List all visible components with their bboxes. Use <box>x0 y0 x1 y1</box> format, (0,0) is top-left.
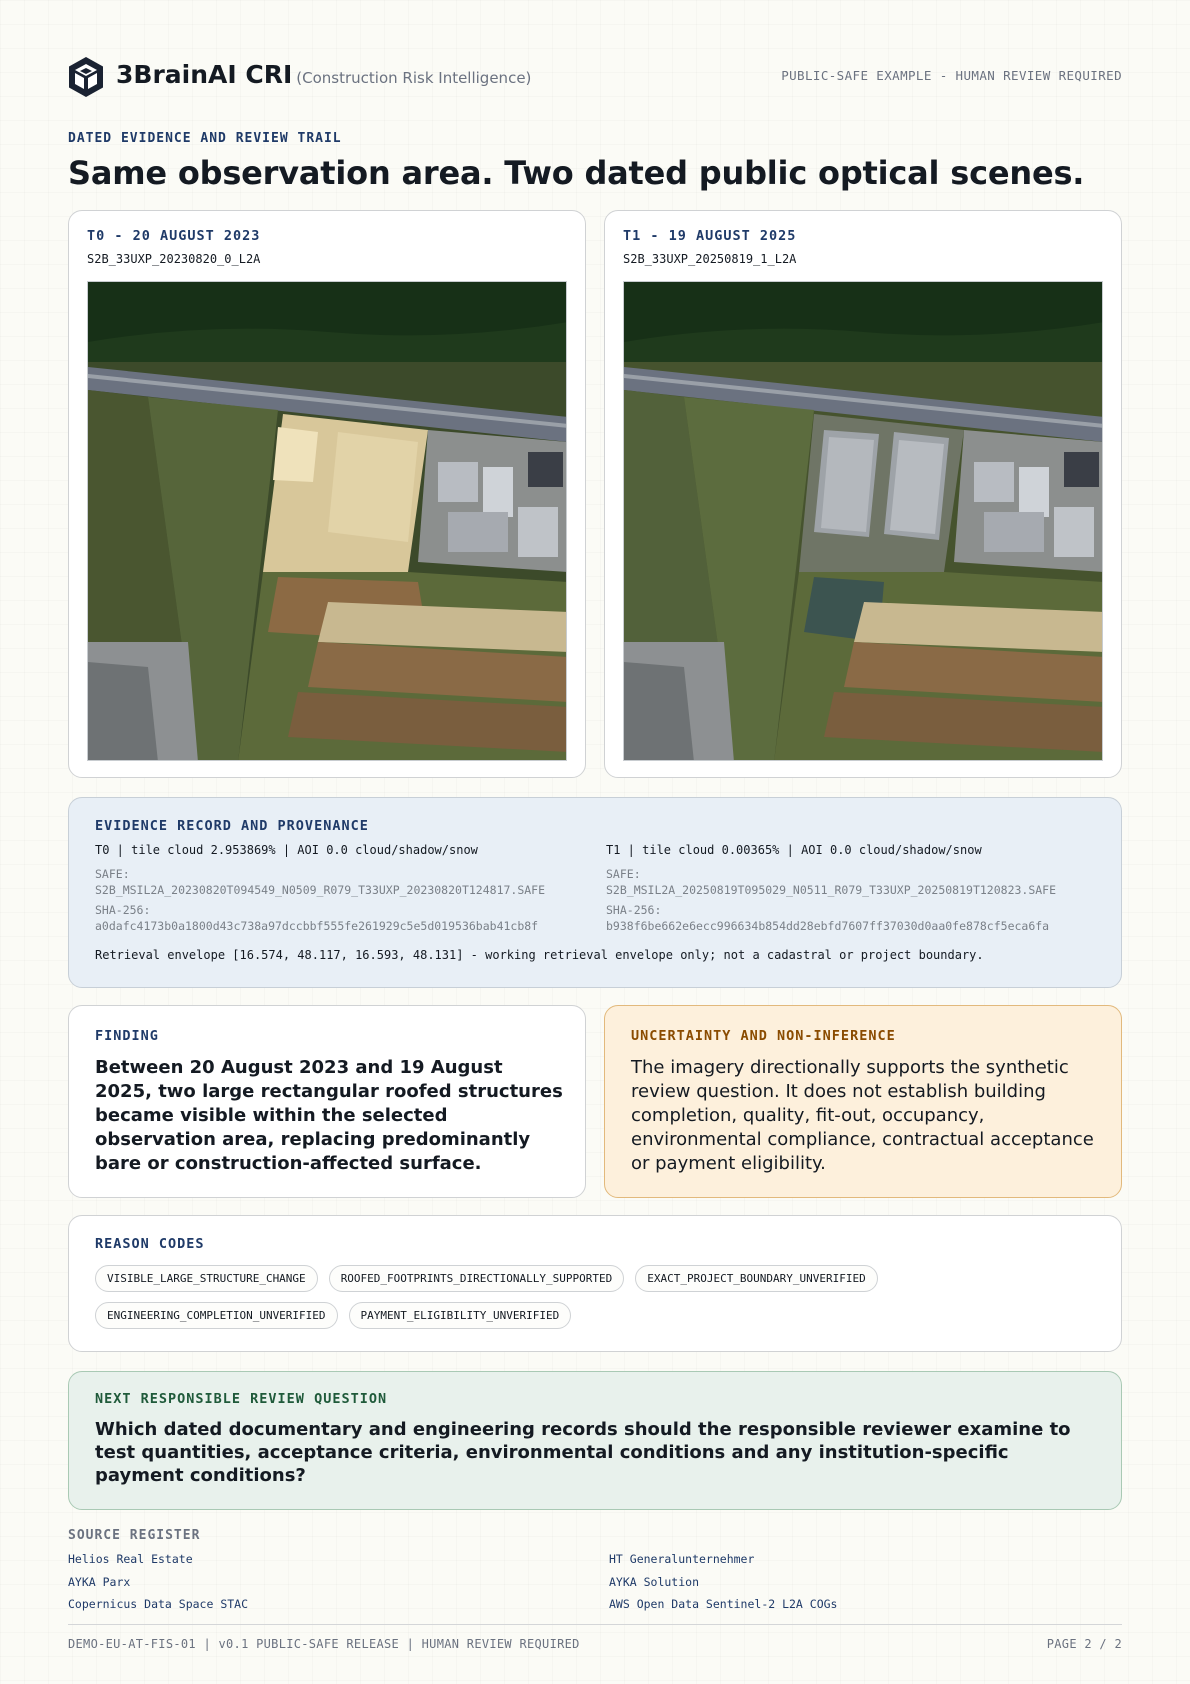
t0-summary: T0 | tile cloud 2.953869% | AOI 0.0 cloud/shadow/snow <box>95 843 478 857</box>
reason-code-chip: ROOFED_FOOTPRINTS_DIRECTIONALLY_SUPPORTED <box>329 1265 625 1292</box>
source-item: HT Generalunternehmer <box>609 1552 755 1566</box>
satellite-image-t0 <box>87 281 567 761</box>
reason-codes-panel <box>68 1215 1122 1352</box>
t0-safe-value: S2B_MSIL2A_20230820T094549_N0509_R079_T33UXP_20230820T124817.SAFE <box>95 883 546 897</box>
scene-panel-t1 <box>604 210 1122 778</box>
t1-summary: T1 | tile cloud 0.00365% | AOI 0.0 cloud/shadow/snow <box>606 843 982 857</box>
source-item: AYKA Solution <box>609 1575 700 1589</box>
page-number: PAGE 2 / 2 <box>1046 1637 1122 1651</box>
review-notice: PUBLIC-SAFE EXAMPLE - HUMAN REVIEW REQUIRED <box>781 68 1122 83</box>
t1-safe-value: S2B_MSIL2A_20250819T095029_N0511_R079_T33UXP_20250819T120823.SAFE <box>606 883 1057 897</box>
finding-text: Between 20 August 2023 and 19 August 2025, two large rectangular roofed structures became visible within the selected observation area, replacing predominantly bare or construction-affected surface. <box>95 1057 563 1174</box>
reason-code-chip: EXACT_PROJECT_BOUNDARY_UNVERIFIED <box>635 1265 878 1292</box>
footer-divider <box>68 1624 1122 1625</box>
header <box>68 56 1122 98</box>
uncertainty-text: The imagery directionally supports the synthetic review question. It does not establish building completion, quality, fit-out, occupancy, environmental compliance, contractual acceptance or payment eligibility. <box>631 1057 1094 1174</box>
reason-code-chip: ENGINEERING_COMPLETION_UNVERIFIED <box>95 1302 338 1329</box>
scene-panel-t0 <box>68 210 586 778</box>
hexagon-cube-icon <box>68 56 104 98</box>
scene-label: T1 - 19 AUGUST 2025 <box>623 228 797 244</box>
t0-safe-label: SAFE: <box>95 867 130 881</box>
evidence-record-panel <box>68 797 1122 988</box>
source-item: Helios Real Estate <box>68 1552 193 1566</box>
evidence-title: EVIDENCE RECORD AND PROVENANCE <box>95 818 369 834</box>
uncertainty-title: UNCERTAINTY AND NON-INFERENCE <box>631 1028 896 1044</box>
finding-title: FINDING <box>95 1028 159 1044</box>
source-register-title: SOURCE REGISTER <box>68 1528 201 1543</box>
reason-codes-title: REASON CODES <box>95 1236 205 1252</box>
footer-release-info: DEMO-EU-AT-FIS-01 | v0.1 PUBLIC-SAFE RELEASE | HUMAN REVIEW REQUIRED <box>68 1637 580 1651</box>
brand-subtitle: (Construction Risk Intelligence) <box>296 69 532 87</box>
next-review-question-panel <box>68 1371 1122 1510</box>
brand-name: 3BrainAI CRI (Construction Risk Intelligence) <box>116 60 532 89</box>
source-item: AWS Open Data Sentinel-2 L2A COGs <box>609 1597 838 1611</box>
section-eyebrow: DATED EVIDENCE AND REVIEW TRAIL <box>68 131 342 146</box>
uncertainty-panel <box>604 1005 1122 1198</box>
retrieval-envelope: Retrieval envelope [16.574, 48.117, 16.593, 48.131] - working retrieval envelope only; not a cadastral or project boundary. <box>95 948 984 962</box>
page-title: Same observation area. Two dated public optical scenes. <box>68 154 1085 192</box>
reason-code-chip: PAYMENT_ELIGIBILITY_UNVERIFIED <box>349 1302 572 1329</box>
evidence-t0 <box>95 843 595 933</box>
source-item: AYKA Parx <box>68 1575 131 1589</box>
scene-id: S2B_33UXP_20230820_0_L2A <box>87 252 261 266</box>
next-question-text: Which dated documentary and engineering records should the responsible reviewer examine to test quantities, acceptance criteria, environmental conditions and any institution-specific payment conditions? <box>95 1419 1071 1486</box>
finding-panel <box>68 1005 586 1198</box>
t1-safe-label: SAFE: <box>606 867 641 881</box>
t0-sha-value: a0dafc4173b0a1800d43c738a97dccbbf555fe261929c5e5d019536bab41cb8f <box>95 919 539 933</box>
scene-id: S2B_33UXP_20250819_1_L2A <box>623 252 797 266</box>
reason-code-list <box>95 1265 1095 1329</box>
source-item: Copernicus Data Space STAC <box>68 1597 249 1611</box>
t1-sha-label: SHA-256: <box>606 903 662 917</box>
satellite-image-t1 <box>623 281 1103 761</box>
t0-sha-label: SHA-256: <box>95 903 151 917</box>
reason-code-chip: VISIBLE_LARGE_STRUCTURE_CHANGE <box>95 1265 318 1292</box>
next-question-title: NEXT RESPONSIBLE REVIEW QUESTION <box>95 1391 388 1407</box>
t1-sha-value: b938f6be662e6ecc996634b854dd28ebfd7607ff37030d0aa0fe878cf5eca6fa <box>606 919 1050 933</box>
scene-label: T0 - 20 AUGUST 2023 <box>87 228 261 244</box>
evidence-t1 <box>606 843 1106 933</box>
